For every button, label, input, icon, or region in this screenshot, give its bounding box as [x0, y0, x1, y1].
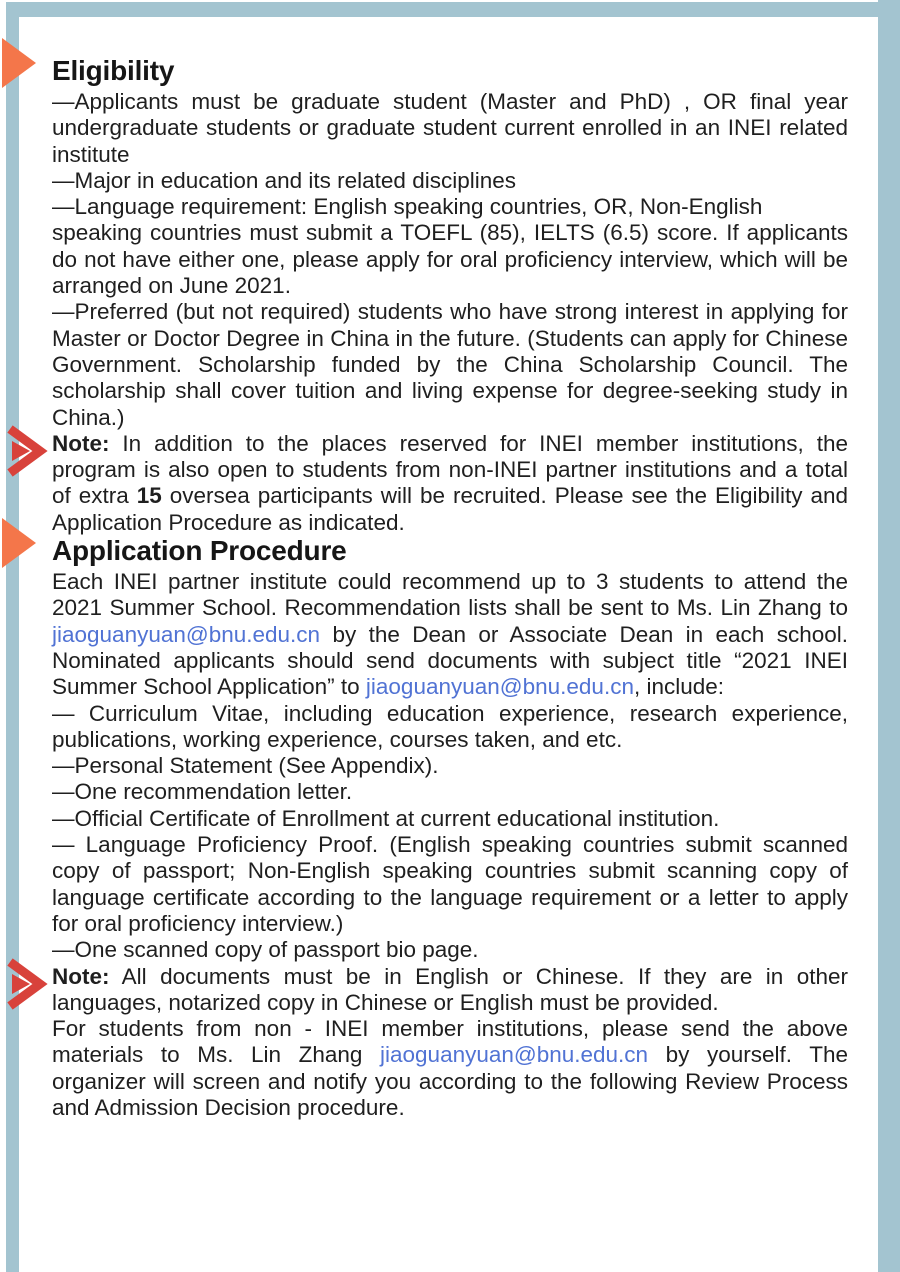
- application-procedure-heading: [52, 536, 848, 566]
- email-link[interactable]: jiaoguanyuan@bnu.edu.cn: [365, 674, 634, 700]
- application-item-enrollment-certificate: —Official Certificate of Enrollment at current educational institution.: [52, 805, 720, 831]
- note1-bold-number: 15: [136, 483, 162, 509]
- intro-text-a: Each INEI partner institute could recommend up to 3 students to attend the 2021 Summer School. Recommendation lists shall be sent to Ms. Lin Zhang to: [52, 569, 848, 621]
- note-application: [52, 964, 848, 1122]
- note2-text-c: by yourself. The organizer will screen and notify you according to the following Review Process and Admission Decision procedure.: [52, 1042, 848, 1120]
- red-chevron-icon: [4, 956, 48, 1012]
- application-item-passport-copy: —One scanned copy of passport bio page.: [52, 937, 479, 963]
- orange-triangle-icon: [2, 518, 36, 568]
- document-content: [52, 56, 848, 1121]
- application-intro: [52, 569, 848, 700]
- eligibility-item-language: [52, 194, 848, 299]
- red-chevron-icon: [4, 423, 48, 479]
- note1-text-b: oversea participants will be recruited. Please see the Eligibility and Application Procedure as indicated.: [52, 483, 848, 535]
- eligibility-item-applicants: —Applicants must be graduate student (Master and PhD) , OR final year undergraduate students or graduate student current enrolled in an INEI related institute: [52, 89, 848, 167]
- note2-text-a: All documents must be in English or Chinese. If they are in other languages, notarized copy in Chinese or English must be provided.: [52, 963, 848, 1015]
- note-label: Note:: [52, 963, 110, 989]
- eligibility-heading: [52, 56, 848, 86]
- eligibility-item-major: —Major in education and its related disciplines: [52, 167, 516, 193]
- application-item-personal-statement: —Personal Statement (See Appendix).: [52, 753, 439, 779]
- language-rest: speaking countries must submit a TOEFL (85), IELTS (6.5) score. If applicants do not have either one, please apply for oral proficiency interview, which will be arranged on June 2021.: [52, 220, 848, 299]
- eligibility-item-preferred: —Preferred (but not required) students who have strong interest in applying for Master or Doctor Degree in China in the future. (Students can apply for Chinese Government. Scholarship funded by the China Scholarship Council. The scholarship shall cover tuition and living expense for degree-seeking study in China.): [52, 299, 848, 430]
- application-procedure-heading-label: Application Procedure: [52, 535, 347, 567]
- note1-text-a: In addition to the places reserved for INEI member institutions, the program is also open to students from non-INEI partner institutions and a total of extra: [52, 430, 848, 509]
- email-link[interactable]: jiaoguanyuan@bnu.edu.cn: [52, 621, 321, 647]
- note-eligibility: [52, 431, 848, 536]
- application-item-recommendation-letter: —One recommendation letter.: [52, 779, 353, 805]
- email-link[interactable]: jiaoguanyuan@bnu.edu.cn: [380, 1042, 649, 1068]
- application-item-language-proof: — Language Proficiency Proof. (English speaking countries submit scanned copy of passport; Non-English speaking countries submit scanning copy of language certificate according to the language requirement or a letter to apply for oral proficiency interview.): [52, 832, 848, 936]
- language-line1: —Language requirement: English speaking countries, OR, Non-English: [52, 194, 763, 220]
- orange-triangle-icon: [2, 38, 36, 88]
- note-label: Note:: [52, 430, 110, 456]
- frame-border-top: [6, 2, 900, 17]
- application-item-cv: — Curriculum Vitae, including education experience, research experience, publications, working experience, courses taken, and etc.: [52, 700, 848, 752]
- eligibility-heading-label: Eligibility: [52, 55, 175, 86]
- note2-text-b: For students from non - INEI member institutions, please send the above materials to Ms. Lin Zhang: [52, 1016, 848, 1068]
- frame-border-right: [878, 0, 900, 1272]
- intro-text-b: by the Dean or Associate Dean in each school. Nominated applicants should send documents with subject title “2021 INEI Summer School Application” to: [52, 621, 848, 700]
- frame-border-left: [6, 2, 19, 1272]
- intro-text-c: , include:: [633, 674, 725, 700]
